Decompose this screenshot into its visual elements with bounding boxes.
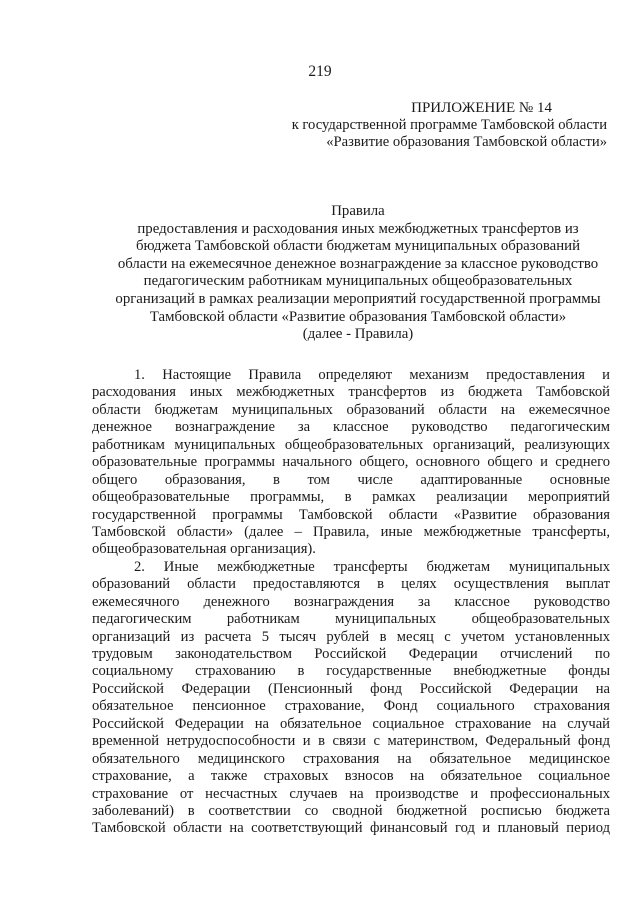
paragraph-2 [92, 559, 610, 838]
text-line: Российской Федерации на обязательное социальное страхование на случай [92, 715, 610, 732]
text-line: организаций из расчета 5 тысяч рублей в месяц с учетом установленных [92, 628, 610, 645]
appendix-line: «Развитие образования Тамбовской области» [326, 134, 607, 150]
rules-title-block [92, 203, 624, 344]
text-line: Российской Федерации (Пенсионный фонд Российской Федерации на [92, 680, 610, 697]
text-line: социальному страхованию в государственные внебюджетные фонды [92, 663, 610, 680]
rules-title-line: Тамбовской области «Развитие образования Тамбовской области» [149, 308, 567, 325]
text-line: страхование от несчастных случаев на производстве и профессиональных [92, 785, 610, 802]
rules-title-line: педагогическим работникам муниципальных общеобразовательных [143, 273, 573, 290]
text-line: государственной программы Тамбовской области «Развитие образования [92, 506, 610, 523]
text-line: заболеваний) в соответствии со сводной бюджетной росписью бюджета [92, 802, 610, 819]
text-line: педагогическим работникам муниципальных общеобразовательных [92, 611, 610, 628]
appendix-title: ПРИЛОЖЕНИЕ № 14 [411, 100, 552, 116]
text-line: 2. Иные межбюджетные трансферты бюджетам муниципальных [134, 558, 610, 575]
body-text [92, 367, 610, 838]
rules-title-line: области на ежемесячное денежное вознаграждение за классное руководство [117, 255, 599, 272]
text-line: области бюджетам муниципальных образований области на ежемесячное [92, 401, 610, 418]
text-line: страхование, а также страховых взносов на обязательное социальное [92, 768, 610, 785]
text-line: образовательные программы начального общего, основного общего и среднего [92, 454, 610, 471]
text-line: Тамбовской области на соответствующий финансовый год и плановый период [92, 820, 610, 837]
rules-title-line: организаций в рамках реализации мероприятий государственной программы [115, 290, 601, 307]
rules-title-line: бюджета Тамбовской области бюджетам муниципальных образований [135, 238, 581, 255]
text-line: работникам муниципальных общеобразовательных организаций, реализующих [92, 436, 610, 453]
rules-title-line: предоставления и расходования иных межбюджетных трансфертов из [137, 220, 579, 237]
text-line: 1. Настоящие Правила определяют механизм предоставления и [134, 367, 610, 383]
text-line: трудовым законодательством Российской Федерации отчислений по [92, 646, 610, 662]
text-line: расходования иных межбюджетных трансфертов из бюджета Тамбовской [92, 384, 610, 401]
text-line: обязательного медицинского страхования на обязательное медицинское [92, 750, 610, 767]
paragraph-1 [92, 367, 610, 559]
appendix-header [187, 100, 607, 151]
text-line: денежное вознаграждение за классное руководство педагогическим [92, 419, 610, 436]
page-number: 219 [308, 63, 332, 80]
rules-title-line: (далее - Правила) [302, 326, 414, 343]
text-line: образований области предоставляются в целях осуществления выплат [92, 576, 610, 593]
rules-heading: Правила [331, 203, 385, 219]
text-line: общеобразовательная организация). [92, 541, 316, 558]
appendix-line: к государственной программе Тамбовской области [291, 117, 607, 133]
text-line: Тамбовской области» (далее – Правила, иные межбюджетные трансферты, [92, 523, 610, 540]
text-line: ежемесячного денежного вознаграждения за классное руководство [92, 593, 610, 610]
text-line: временной нетрудоспособности и в связи с материнством, Федеральный фонд [92, 733, 610, 750]
text-line: общеобразовательные программы, в рамках реализации мероприятий [92, 489, 610, 506]
text-line: общего образования, в том числе адаптированные основные [92, 471, 610, 488]
text-line: обязательное пенсионное страхование, Фонд социального страхования [92, 698, 610, 715]
